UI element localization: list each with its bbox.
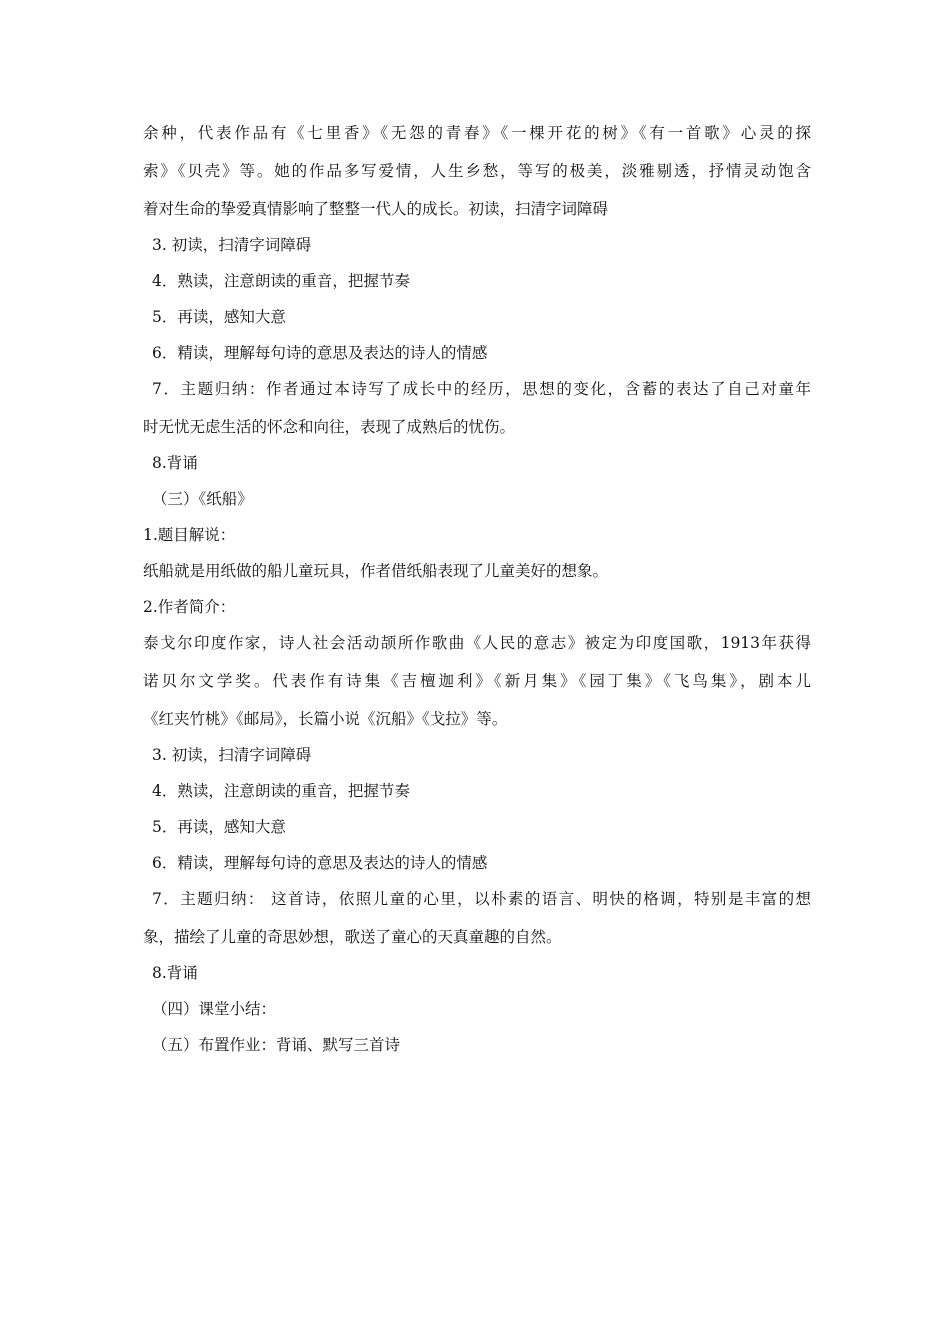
paragraph-line: 泰戈尔印度作家，诗人社会活动颉所作歌曲《人民的意志》被定为印度国歌，1913年获得 (143, 634, 811, 652)
paragraph-line: 《红夹竹桃》《邮局》，长篇小说《沉船》《戈拉》等。 (143, 710, 508, 728)
step-item: 6．精读，理解每句诗的意思及表达的诗人的情感 (152, 344, 488, 362)
step-item: 3. 初读，扫清字词障碍 (152, 746, 312, 764)
step-item: 4．熟读，注意朗读的重音，把握节奏 (152, 272, 410, 290)
paragraph-line: 余种，代表作品有《七里香》《无怨的青春》《一棵开花的树》《有一首歌》心灵的探 (143, 124, 811, 142)
paragraph-line: 诺贝尔文学奖。代表作有诗集《吉檀迦利》《新月集》《园丁集》《飞鸟集》，剧本儿 (143, 672, 811, 690)
step-item: 4．熟读，注意朗读的重音，把握节奏 (152, 782, 410, 800)
paragraph-line: 着对生命的挚爱真情影响了整整一代人的成长。初读，扫清字词障碍 (143, 200, 609, 218)
section-heading: （四）课堂小结： (152, 1000, 277, 1018)
subheading: 2.作者简介： (143, 598, 236, 616)
step-item: 3. 初读，扫清字词障碍 (152, 236, 312, 254)
step-item: 8.背诵 (152, 964, 198, 982)
paragraph-line: 索》《贝壳》等。她的作品多写爱情，人生乡愁，等写的极美，淡雅剔透，抒情灵动饱含 (143, 162, 811, 180)
step-item: 8.背诵 (152, 454, 198, 472)
document-body (143, 118, 811, 1060)
step-item: 6．精读，理解每句诗的意思及表达的诗人的情感 (152, 854, 488, 872)
step-item: 7．主题归纳：作者通过本诗写了成长中的经历，思想的变化，含蓄的表达了自己对童年 (152, 380, 811, 398)
step-item: 5．再读，感知大意 (152, 818, 286, 836)
step-item: 7．主题归纳： 这首诗，依照儿童的心里，以朴素的语言、明快的格调，特别是丰富的想 (152, 890, 811, 908)
paragraph-line: 纸船就是用纸做的船儿童玩具，作者借纸船表现了儿童美好的想象。 (143, 562, 609, 580)
step-item: 5．再读，感知大意 (152, 308, 286, 326)
section-heading: （五）布置作业：背诵、默写三首诗 (152, 1036, 401, 1054)
paragraph-line: 象，描绘了儿童的奇思妙想，歌送了童心的天真童趣的自然。 (143, 928, 562, 946)
paragraph-line: 时无忧无虑生活的怀念和向往，表现了成熟后的忧伤。 (143, 418, 516, 436)
subheading: 1.题目解说： (143, 526, 236, 544)
section-heading: （三）《纸船》 (152, 490, 253, 508)
